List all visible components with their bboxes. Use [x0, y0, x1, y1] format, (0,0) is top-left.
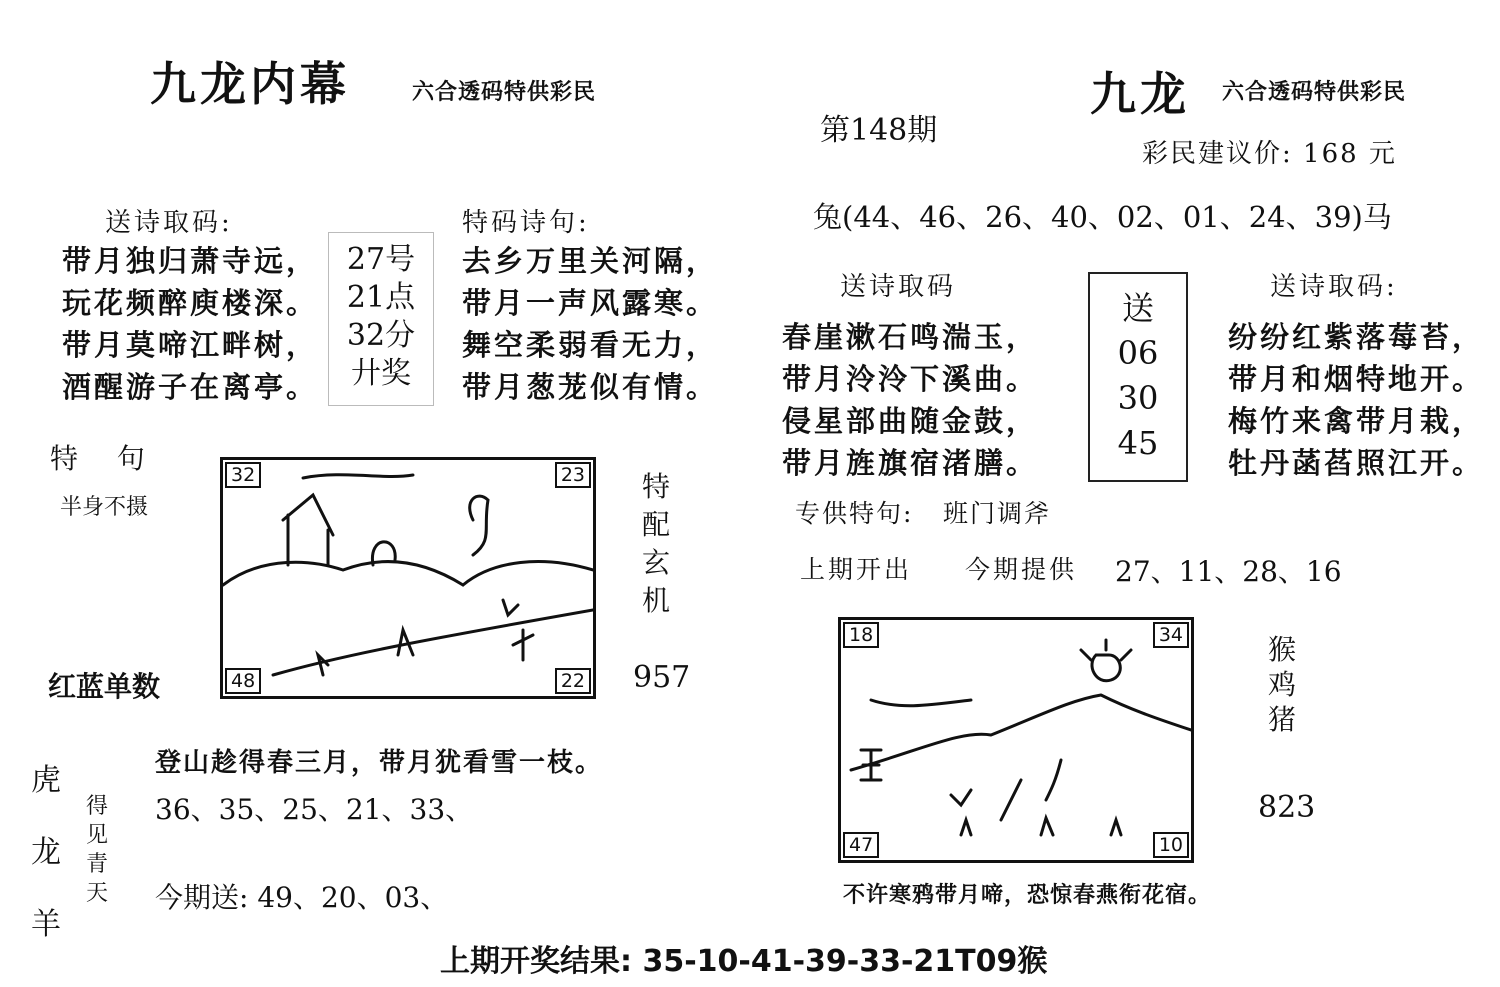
box-line: 送: [1121, 289, 1154, 327]
vertical-char: 羊: [31, 907, 61, 942]
poem-line: 梅竹来禽带月栽，: [1228, 404, 1485, 438]
left-side-number: 957: [633, 660, 691, 695]
box-line: 06: [1117, 334, 1159, 372]
left-poem3: 登山趁得春三月，带月犹看雪一枝。: [155, 748, 604, 778]
poem-line: 酒醒游子在离亭。: [62, 370, 319, 404]
poem-line: 带月一声风露寒。: [462, 286, 719, 320]
left-poem1: [62, 240, 318, 408]
box-line: 30: [1117, 379, 1159, 417]
vertical-char: 青: [85, 852, 108, 877]
corner-number: 47: [843, 832, 879, 858]
left-send-line: 今期送: 49、20、03、: [155, 881, 449, 914]
corner-number: 34: [1153, 622, 1189, 648]
poem-line: 带月和烟特地开。: [1228, 362, 1485, 396]
poem-line: 舞空柔弱看无力，: [462, 328, 719, 362]
vertical-char: 得: [85, 794, 108, 819]
right-send-box: [1088, 272, 1188, 482]
vertical-char: 特: [641, 470, 670, 503]
special-label: 专供特句:: [795, 499, 914, 528]
corner-number: 48: [225, 668, 261, 694]
right-poem2: [1228, 316, 1484, 484]
deqian-vertical: [82, 792, 112, 908]
vertical-char: 机: [641, 584, 670, 617]
left-teju-label: 特 句: [50, 442, 148, 475]
right-poem1-label: 送诗取码: [840, 272, 957, 302]
corner-number: 32: [225, 462, 261, 488]
issue-number: 第148期: [820, 113, 938, 148]
last-label: 上期开出: [800, 555, 913, 584]
rabbit-line: 兔(44、46、26、40、02、01、24、39)马: [813, 200, 1392, 234]
right-sketch: [838, 617, 1194, 863]
box-line: 32分: [346, 318, 416, 353]
vertical-char: 猴: [1267, 633, 1296, 666]
left-sketch-drawing: [223, 460, 593, 696]
poem-line: 去乡万里关河隔，: [462, 244, 719, 278]
right-side-number: 823: [1258, 790, 1316, 825]
vertical-char: 鸡: [1267, 668, 1296, 701]
vertical-char: 龙: [31, 835, 61, 870]
vertical-char: 猪: [1267, 703, 1296, 736]
right-poem2-label: 送诗取码:: [1270, 272, 1398, 302]
left-subtitle: 六合透码特供彩民: [412, 79, 597, 105]
vertical-char: 虎: [31, 763, 61, 798]
left-prize-box: [328, 232, 434, 406]
price: 彩民建议价: 168 元: [1142, 139, 1397, 169]
red-blue-label: 红蓝单数: [48, 670, 161, 703]
poem-line: 侵星部曲随金鼓，: [782, 404, 1039, 438]
zodiac-vertical: [28, 745, 64, 961]
left-poem1-label: 送诗取码:: [105, 208, 233, 238]
vertical-char: 玄: [641, 546, 670, 579]
last-result: 上期开奖结果: 35-10-41-39-33-21T09猴: [440, 944, 1048, 979]
right-title: 九龙: [1090, 67, 1190, 121]
right-poem1: [782, 316, 1038, 484]
corner-number: 23: [555, 462, 591, 488]
poem-line: 带月葱茏似有情。: [462, 370, 719, 404]
right-side-vertical: [1262, 632, 1302, 737]
vertical-char: 天: [85, 881, 108, 906]
box-line: 27号: [346, 242, 416, 277]
box-line: 21点: [346, 280, 416, 315]
poem-line: 带月莫啼江畔树，: [62, 328, 319, 362]
poem-line: 带月旌旗宿渚膳。: [782, 446, 1039, 480]
left-poem2: [462, 240, 718, 408]
right-caption: 不许寒鸦带月啼，恐惊春燕衔花宿。: [843, 882, 1212, 908]
left-side-vertical: [636, 468, 676, 620]
left-poem2-label: 特码诗句:: [462, 208, 590, 238]
poem-line: 带月泠泠下溪曲。: [782, 362, 1039, 396]
left-teju-text: 半身不摄: [60, 495, 149, 520]
corner-number: 18: [843, 622, 879, 648]
poem-line: 牡丹菡萏照江开。: [1228, 446, 1485, 480]
vertical-char: 见: [85, 823, 108, 848]
vertical-char: 配: [641, 508, 670, 541]
poem-line: 纷纷红紫落莓苔，: [1228, 320, 1485, 354]
left-numbers-line: 36、35、25、21、33、: [155, 793, 474, 826]
box-line: 45: [1117, 424, 1159, 462]
poem-line: 带月独归萧寺远，: [62, 244, 319, 278]
left-title: 九龙内幕: [150, 57, 350, 111]
poem-line: 春崖漱石鸣湍玉，: [782, 320, 1039, 354]
special-text: 班门调斧: [943, 499, 1052, 528]
corner-number: 22: [555, 668, 591, 694]
box-line: 廾奖: [351, 356, 411, 391]
right-sketch-drawing: [841, 620, 1191, 860]
poem-line: 玩花频醉庾楼深。: [62, 286, 319, 320]
current-label: 今期提供: [965, 555, 1078, 584]
right-subtitle: 六合透码特供彩民: [1222, 79, 1407, 105]
corner-number: 10: [1153, 832, 1189, 858]
current-numbers: 27、11、28、16: [1115, 555, 1342, 588]
left-sketch: [220, 457, 596, 699]
